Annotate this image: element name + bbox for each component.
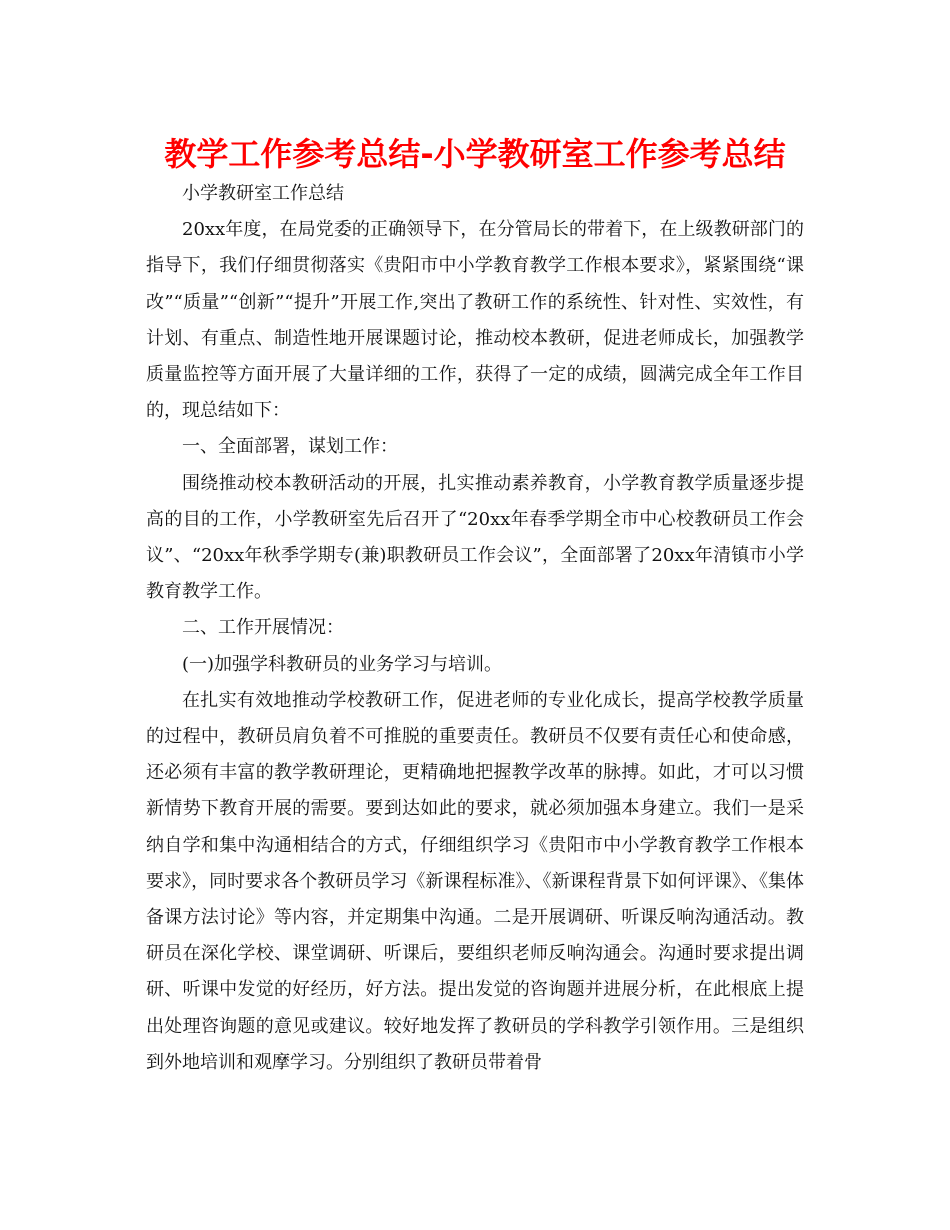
section-heading-1: 一、全面部署，谋划工作： — [182, 436, 398, 458]
section-heading-2: 二、工作开展情况： — [182, 617, 344, 639]
intro-paragraph: 20xx年度，在局党委的正确领导下，在分管局长的带着下，在上级教研部门的指导下，我们仔细贯彻落实《贵阳市中小学教育教学工作根本要求》，紧紧围绕“课改”“质量”“创新”“提升”开展工作,突出了教研工作的系统性、针对性、实效性，有计划、有重点、制造性地开展课题讨论，推动校本教研，促进老师成长，加强教学质量监控等方面开展了大量详细的工作，获得了一定的成绩，圆满完成全年工作目的，现总结如下： — [146, 219, 804, 422]
paragraph-deployment: 围绕推动校本教研活动的开展，扎实推动素养教育，小学教育教学质量逐步提高的目的工作，小学教研室先后召开了“20xx年春季学期全市中心校教研员工作会议”、“20xx年秋季学期专(兼)职教研员工作会议”，全面部署了20xx年清镇市小学教育教学工作。 — [146, 472, 804, 603]
document-body — [146, 176, 804, 1081]
subsection-heading-1: (一)加强学科教研员的业务学习与培训。 — [182, 653, 503, 675]
section-subtitle: 小学教研室工作总结 — [182, 183, 344, 204]
document-title: 教学工作参考总结-小学教研室工作参考总结 — [164, 135, 786, 173]
paragraph-training: 在扎实有效地推动学校教研工作，促进老师的专业化成长，提高学校教学质量的过程中，教研员肩负着不可推脱的重要责任。教研员不仅要有责任心和使命感，还必须有丰富的教学教研理论，更精确地把握教学改革的脉搏。如此，才可以习惯新情势下教育开展的需要。要到达如此的要求，就必须加强本身建立。我们一是采纳自学和集中沟通相结合的方式，仔细组织学习《贵阳市中小学教育教学工作根本要求》，同时要求各个教研员学习《新课程标准》、《新课程背景下如何评课》、《集体备课方法讨论》等内容，并定期集中沟通。二是开展调研、听课反响沟通活动。教研员在深化学校、课堂调研、听课后，要组织老师反响沟通会。沟通时要求提出调研、听课中发觉的好经历，好方法。提出发觉的咨询题并进展分析，在此根底上提出处理咨询题的意见或建议。较好地发挥了教研员的学科教学引领作用。三是组织到外地培训和观摩学习。分别组织了教研员带着骨 — [146, 689, 804, 1073]
